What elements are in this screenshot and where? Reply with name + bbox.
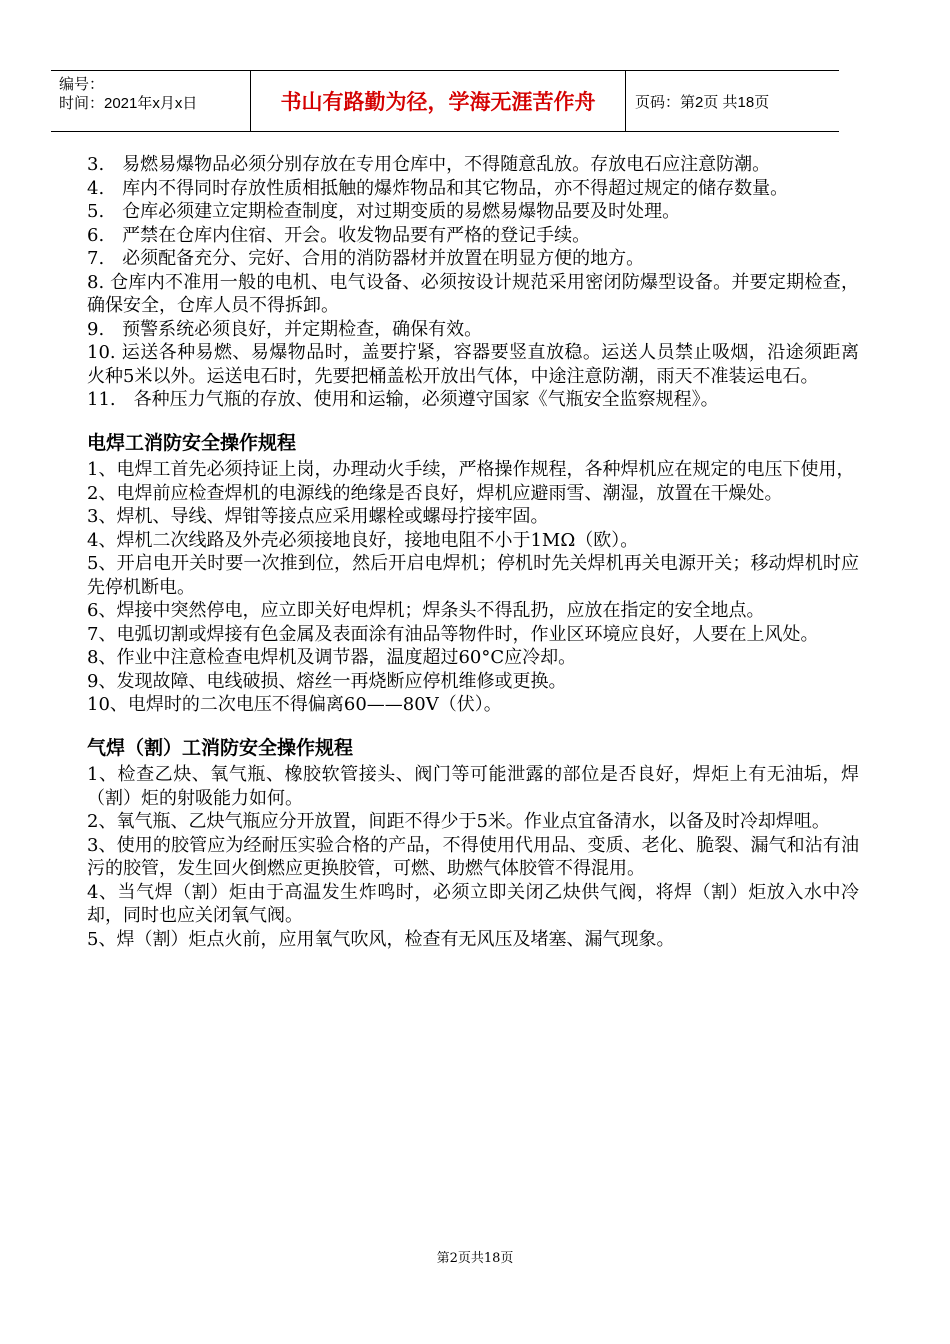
section-title-gas-welding: 气焊（割）工消防安全操作规程 bbox=[87, 736, 354, 759]
page-footer: 第2页共18页 bbox=[436, 1251, 514, 1266]
section-title-welding: 电焊工消防安全操作规程 bbox=[87, 431, 297, 454]
paragraph: 3、焊机、导线、焊钳等接点应采用螺栓或螺母拧接牢固。 bbox=[87, 506, 549, 527]
paragraph: 9、发现故障、电线破损、熔丝一再烧断应停机维修或更换。 bbox=[87, 670, 567, 692]
paragraph: 1、检查乙炔、氧气瓶、橡胶软管接头、阀门等可能泄露的部位是否良好，焊炬上有无油垢，焊（割）炬的射吸能力如何。 bbox=[87, 764, 859, 809]
document-body bbox=[87, 153, 859, 951]
header-page-number: 页码：第2页 共18页 bbox=[635, 93, 770, 111]
paragraph: 10. 运送各种易燃、易爆物品时，盖要拧紧，容器要竖直放稳。运送人员禁止吸烟，沿途须距离火种5米以外。运送电石时，先要把桶盖松开放出气体，中途注意防潮，雨天不准装运电石。 bbox=[87, 342, 859, 387]
header-meta bbox=[51, 71, 251, 131]
paragraph: 8、作业中注意检查电焊机及调节器，温度超过60°C应冷却。 bbox=[87, 647, 577, 668]
paragraph: 1、电焊工首先必须持证上岗，办理动火手续，严格操作规程，各种焊机应在规定的电压下使用， bbox=[87, 459, 855, 480]
number-label: 编号： bbox=[59, 76, 105, 93]
paragraph: 7. 必须配备充分、完好、合用的消防器材并放置在明显方便的地方。 bbox=[87, 248, 645, 269]
time-label: 时间：2021年x月x日 bbox=[59, 95, 198, 112]
paragraph: 4. 库内不得同时存放性质相抵触的爆炸物品和其它物品，亦不得超过规定的储存数量。 bbox=[87, 177, 789, 199]
page-header bbox=[51, 70, 839, 132]
paragraph: 5. 仓库必须建立定期检查制度，对过期变质的易燃易爆物品要及时处理。 bbox=[87, 201, 681, 222]
paragraph: 6、焊接中突然停电，应立即关好电焊机；焊条头不得乱扔，应放在指定的安全地点。 bbox=[87, 600, 765, 621]
paragraph: 5、开启电开关时要一次推到位，然后开启电焊机；停机时先关焊机再关电源开关；移动焊机时应先停机断电。 bbox=[87, 553, 859, 598]
header-motto: 书山有路勤为径，学海无涯苦作舟 bbox=[251, 71, 626, 131]
paragraph: 7、电弧切割或焊接有色金属及表面涂有油品等物件时，作业区环境应良好，人要在上风处。 bbox=[87, 623, 819, 645]
paragraph: 3、使用的胶管应为经耐压实验合格的产品，不得使用代用品、变质、老化、脆裂、漏气和沾有油污的胶管，发生回火倒燃应更换胶管，可燃、助燃气体胶管不得混用。 bbox=[87, 834, 859, 879]
paragraph: 2、电焊前应检查焊机的电源线的绝缘是否良好，焊机应避雨雪、潮湿，放置在干燥处。 bbox=[87, 482, 783, 504]
paragraph: 10、电焊时的二次电压不得偏离60——80V（伏）。 bbox=[87, 694, 502, 715]
paragraph: 5、焊（割）炬点火前，应用氧气吹风，检查有无风压及堵塞、漏气现象。 bbox=[87, 928, 675, 950]
paragraph: 2、氧气瓶、乙炔气瓶应分开放置，间距不得少于5米。作业点宜备清水，以备及时冷却焊咀。 bbox=[87, 811, 830, 832]
paragraph: 4、焊机二次线路及外壳必须接地良好，接地电阻不小于1MΩ（欧）。 bbox=[87, 529, 639, 551]
paragraph: 11. 各种压力气瓶的存放、使用和运输，必须遵守国家《气瓶安全监察规程》。 bbox=[87, 389, 719, 410]
paragraph: 6. 严禁在仓库内住宿、开会。收发物品要有严格的登记手续。 bbox=[87, 224, 591, 246]
paragraph: 3. 易燃易爆物品必须分别存放在专用仓库中，不得随意乱放。存放电石应注意防潮。 bbox=[87, 154, 771, 175]
paragraph: 9. 预警系统必须良好，并定期检查，确保有效。 bbox=[87, 318, 483, 340]
paragraph: 8. 仓库内不准用一般的电机、电气设备、必须按设计规范采用密闭防爆型设备。并要定期检查，确保安全，仓库人员不得拆卸。 bbox=[87, 271, 859, 316]
paragraph: 4、当气焊（割）炬由于高温发生炸鸣时，必须立即关闭乙炔供气阀，将焊（割）炬放入水中冷却，同时也应关闭氧气阀。 bbox=[87, 881, 859, 926]
